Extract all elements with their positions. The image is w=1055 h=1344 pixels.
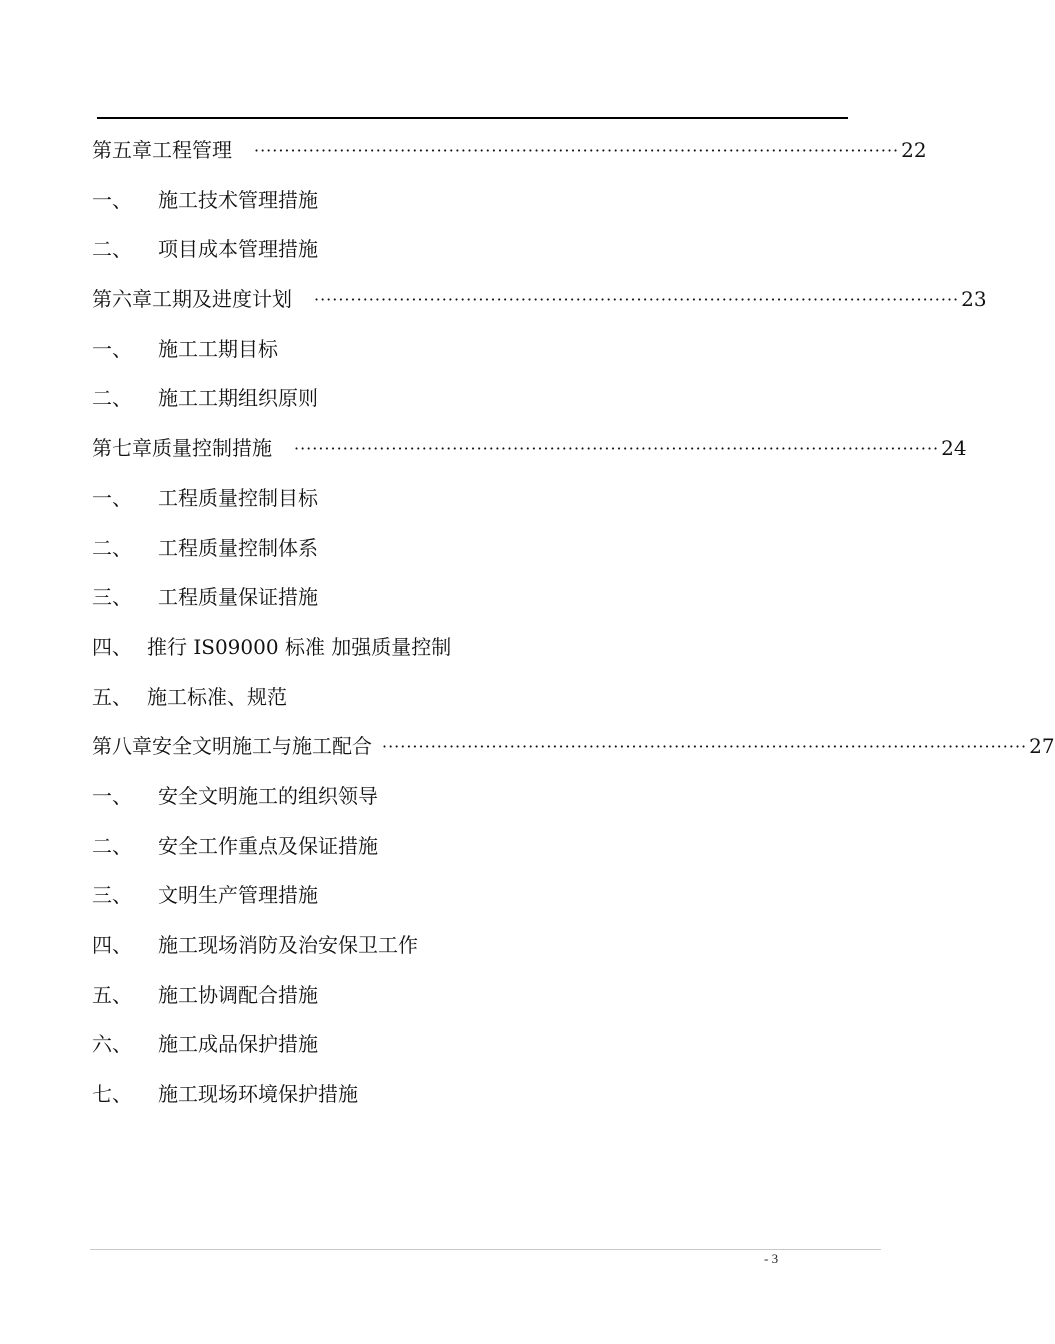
chapter-title: 质量控制措施: [152, 436, 272, 461]
dot-leader: ··········································································································: [254, 141, 900, 160]
item-number: 七、: [92, 1082, 132, 1107]
item-number: 一、: [92, 783, 132, 808]
item-number: 三、: [92, 585, 132, 610]
item-title: 施工协调配合措施: [158, 982, 318, 1007]
chapter-title: 工程管理: [152, 138, 232, 162]
toc-item[interactable]: [92, 772, 822, 822]
toc-chapter-5[interactable]: [92, 126, 927, 176]
item-title: 安全文明施工的组织领导: [158, 783, 378, 808]
dot-leader: ··········································································································: [294, 439, 940, 459]
item-number: 二、: [92, 535, 132, 560]
item-number: 三、: [92, 883, 132, 908]
footer-page-number: - 3: [764, 1251, 779, 1266]
toc-item[interactable]: [92, 524, 822, 574]
item-number: 六、: [92, 1032, 132, 1057]
item-number: 二、: [92, 833, 132, 858]
footer-rule: [90, 1249, 881, 1250]
item-number: 一、: [92, 485, 132, 510]
toc-chapter-6[interactable]: [92, 275, 987, 325]
item-title: 工程质量保证措施: [158, 585, 318, 610]
page-number: 23: [961, 287, 987, 312]
item-title: 施工工期目标: [158, 336, 278, 361]
item-number: 一、: [92, 187, 132, 212]
toc-item[interactable]: [92, 921, 822, 971]
item-title: 推行 IS09000 标准 加强质量控制: [147, 634, 452, 659]
item-title: 工程质量控制体系: [158, 535, 318, 560]
toc-item[interactable]: [92, 374, 822, 424]
item-title: 施工标准、规范: [147, 684, 287, 709]
item-number: 一、: [92, 336, 132, 361]
toc-item[interactable]: [92, 573, 822, 623]
toc-item[interactable]: [92, 1020, 822, 1070]
item-title: 施工现场环境保护措施: [158, 1082, 358, 1107]
chapter-number: 第七章: [92, 436, 152, 461]
table-of-contents: [92, 126, 1055, 1120]
toc-item[interactable]: [92, 871, 822, 921]
page-number: 24: [941, 436, 967, 461]
item-number: 二、: [92, 237, 132, 262]
page-number: 27: [1029, 734, 1055, 759]
toc-item[interactable]: [92, 176, 822, 226]
toc-item[interactable]: [92, 325, 822, 375]
toc-item[interactable]: [92, 1070, 822, 1120]
item-title: 安全工作重点及保证措施: [158, 833, 378, 858]
toc-chapter-7[interactable]: [92, 424, 967, 474]
item-title: 施工技术管理措施: [158, 187, 318, 212]
item-title: 项目成本管理措施: [158, 237, 318, 262]
toc-item[interactable]: [92, 623, 822, 673]
item-title: 施工现场消防及治安保卫工作: [158, 933, 418, 957]
item-number: 四、: [92, 634, 132, 659]
dot-leader: ··········································································································: [382, 737, 1028, 757]
toc-item[interactable]: [92, 225, 822, 275]
item-title: 文明生产管理措施: [158, 883, 318, 908]
toc-item[interactable]: [92, 822, 822, 872]
chapter-number: 第八章: [92, 734, 152, 759]
chapter-number: 第六章: [92, 287, 152, 312]
chapter-number: 第五章: [92, 138, 152, 162]
chapter-title: 安全文明施工与施工配合: [152, 734, 372, 759]
item-title: 施工工期组织原则: [158, 386, 318, 411]
toc-item[interactable]: [92, 673, 822, 723]
header-rule: [97, 117, 848, 119]
item-number: 五、: [92, 982, 132, 1007]
page-number: 22: [901, 138, 927, 162]
item-title: 工程质量控制目标: [158, 485, 318, 510]
item-number: 二、: [92, 386, 132, 411]
item-title: 施工成品保护措施: [158, 1032, 318, 1057]
toc-item[interactable]: [92, 971, 822, 1021]
dot-leader: ··········································································································: [314, 290, 960, 310]
item-number: 四、: [92, 933, 132, 957]
toc-item[interactable]: [92, 474, 822, 524]
toc-chapter-8[interactable]: [92, 722, 1055, 772]
chapter-title: 工期及进度计划: [152, 287, 292, 312]
item-number: 五、: [92, 684, 132, 709]
